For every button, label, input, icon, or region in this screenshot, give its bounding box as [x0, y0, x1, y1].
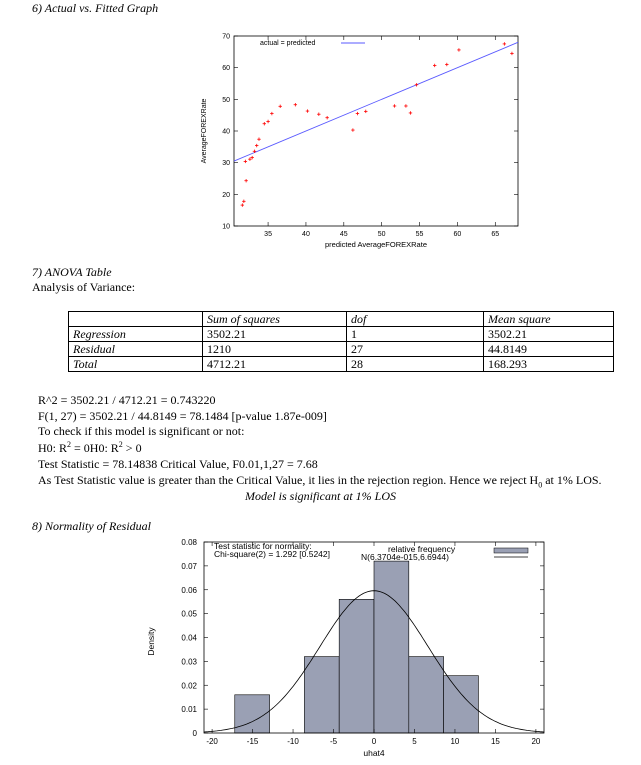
table-cell: 44.8149 — [484, 342, 614, 357]
legend-bar-swatch — [494, 548, 528, 553]
y-axis-label: AverageFOREXRate — [201, 98, 208, 164]
histogram-bar — [304, 657, 339, 733]
chi-square-label: Chi-square(2) = 1.292 [0.5242] — [214, 549, 331, 559]
x-tick-label: 5 — [412, 737, 417, 746]
plot-frame — [234, 36, 518, 226]
table-cell: 3502.21 — [203, 327, 347, 342]
x-tick-label: 15 — [490, 737, 500, 746]
anova-table — [68, 311, 614, 372]
anova-header-cell: dof — [347, 312, 484, 327]
table-row — [69, 357, 614, 372]
y-tick-label: 0.08 — [181, 538, 197, 547]
table-cell: 168.293 — [484, 357, 614, 372]
conclusion-text: As Test Statistic value is greater than the Critical Value, it lies in the rejection region. Hence we reject H — [38, 473, 539, 487]
table-cell: 28 — [347, 357, 484, 372]
data-point — [257, 138, 260, 141]
row-label: Residual — [69, 342, 203, 357]
hypothesis-part: = 0H0: R — [71, 441, 119, 455]
normality-test-label: Test statistic for normality: — [214, 541, 312, 551]
data-point — [364, 110, 367, 113]
data-point — [263, 122, 266, 125]
superscript: 2 — [67, 440, 72, 449]
model-verdict: Model is significant at 1% LOS — [245, 489, 396, 503]
section-8-heading: 8) Normality of Residual — [32, 519, 151, 533]
f-statistic-line: F(1, 27) = 3502.21 / 44.8149 = 78.1484 [p-value 1.87e-009] — [38, 409, 327, 423]
superscript: 2 — [118, 440, 123, 449]
y-tick-label: 30 — [222, 160, 230, 168]
test-statistic-line: Test Statistic = 78.14838 Critical Value, F0.01,1,27 = 7.68 — [38, 457, 318, 471]
y-tick-label: 0.02 — [181, 681, 197, 691]
x-tick-label: -5 — [329, 737, 338, 746]
actual-vs-fitted-chart — [190, 28, 530, 254]
legend-label: actual = predicted — [260, 40, 316, 47]
anova-header-row — [69, 312, 614, 327]
y-tick-label: 0.04 — [181, 633, 197, 643]
y-tick-label: 0 — [192, 729, 197, 738]
table-cell: 3502.21 — [484, 327, 614, 342]
data-point — [266, 120, 269, 123]
anova-header-cell: Mean square — [484, 312, 614, 327]
x-tick-label: -20 — [206, 737, 218, 746]
row-label: Total — [69, 357, 203, 372]
y-axis-label: Density — [146, 627, 156, 656]
data-point — [409, 111, 412, 114]
histogram-bar — [339, 599, 374, 733]
y-tick-label: 0.01 — [181, 705, 197, 715]
r-squared-line: R^2 = 3502.21 / 4712.21 = 0.743220 — [38, 393, 216, 407]
fit-line — [234, 42, 518, 161]
data-point — [244, 160, 247, 163]
histogram-bar — [374, 561, 409, 733]
y-tick-label: 70 — [222, 33, 230, 41]
y-tick-label: 0.07 — [181, 561, 197, 571]
anova-header-cell — [69, 312, 203, 327]
data-point — [244, 179, 247, 182]
subscript: 0 — [538, 480, 543, 490]
data-point — [294, 103, 297, 106]
x-tick-label: 50 — [377, 231, 386, 238]
y-tick-label: 0.03 — [181, 657, 197, 667]
anova-subheading: Analysis of Variance: — [32, 280, 136, 294]
x-tick-label: -10 — [287, 737, 299, 746]
data-point — [278, 105, 281, 108]
row-label: Regression — [69, 327, 203, 342]
data-point — [351, 128, 354, 131]
data-point — [404, 104, 407, 107]
conclusion-text: at 1% LOS. — [542, 473, 602, 487]
x-tick-label: -15 — [246, 737, 259, 746]
data-point — [415, 83, 418, 86]
table-row — [69, 342, 614, 357]
y-tick-label: 0.05 — [181, 609, 197, 619]
conclusion-line — [38, 473, 602, 489]
significance-check-line: To check if this model is significant or not: — [38, 424, 245, 438]
data-point — [393, 104, 396, 107]
y-tick-label: 20 — [222, 191, 230, 199]
histogram-bar — [409, 657, 444, 733]
hypothesis-part: > 0 — [122, 441, 142, 455]
table-cell: 27 — [347, 342, 484, 357]
x-axis-label: predicted AverageFOREXRate — [324, 240, 428, 249]
x-tick-label: 65 — [491, 231, 500, 238]
data-point — [317, 113, 320, 116]
section-6-heading: 6) Actual vs. Fitted Graph — [32, 1, 159, 15]
x-tick-label: 55 — [415, 231, 424, 238]
x-tick-label: 10 — [450, 737, 460, 746]
legend-bars-label: relative frequency — [388, 544, 456, 554]
data-point — [445, 63, 448, 66]
residual-normality-chart — [140, 534, 550, 760]
table-cell: 1210 — [203, 342, 347, 357]
hypothesis-line — [38, 440, 142, 456]
x-tick-label: 0 — [371, 737, 377, 746]
data-point — [241, 203, 244, 206]
x-axis-label: uhat4 — [363, 748, 385, 758]
data-point — [242, 200, 245, 203]
x-tick-label: 60 — [453, 231, 462, 238]
table-cell: 1 — [347, 327, 484, 342]
histogram-bar — [444, 676, 479, 733]
data-point — [356, 112, 359, 115]
histogram-bar — [235, 695, 270, 733]
legend-curve-label: N(6.3704e-015,6.6944) — [361, 552, 449, 562]
y-tick-label: 40 — [222, 128, 230, 136]
data-point — [325, 116, 328, 119]
x-tick-label: 35 — [264, 231, 272, 238]
table-cell: 4712.21 — [203, 357, 347, 372]
hypothesis-part: H0: R — [38, 441, 68, 455]
x-tick-label: 40 — [302, 231, 310, 238]
data-point — [255, 144, 258, 147]
y-tick-label: 10 — [222, 223, 230, 231]
y-tick-label: 0.06 — [181, 585, 197, 595]
table-row — [69, 327, 614, 342]
x-tick-label: 45 — [339, 231, 348, 238]
data-point — [503, 42, 506, 45]
data-point — [306, 109, 309, 112]
y-tick-label: 60 — [222, 65, 230, 73]
y-tick-label: 50 — [222, 96, 230, 104]
data-point — [457, 48, 460, 51]
x-tick-label: 20 — [531, 737, 541, 746]
section-7-heading: 7) ANOVA Table — [32, 265, 112, 279]
data-point — [510, 52, 513, 55]
anova-header-cell: Sum of squares — [203, 312, 347, 327]
data-point — [270, 112, 273, 115]
data-point — [433, 64, 436, 67]
